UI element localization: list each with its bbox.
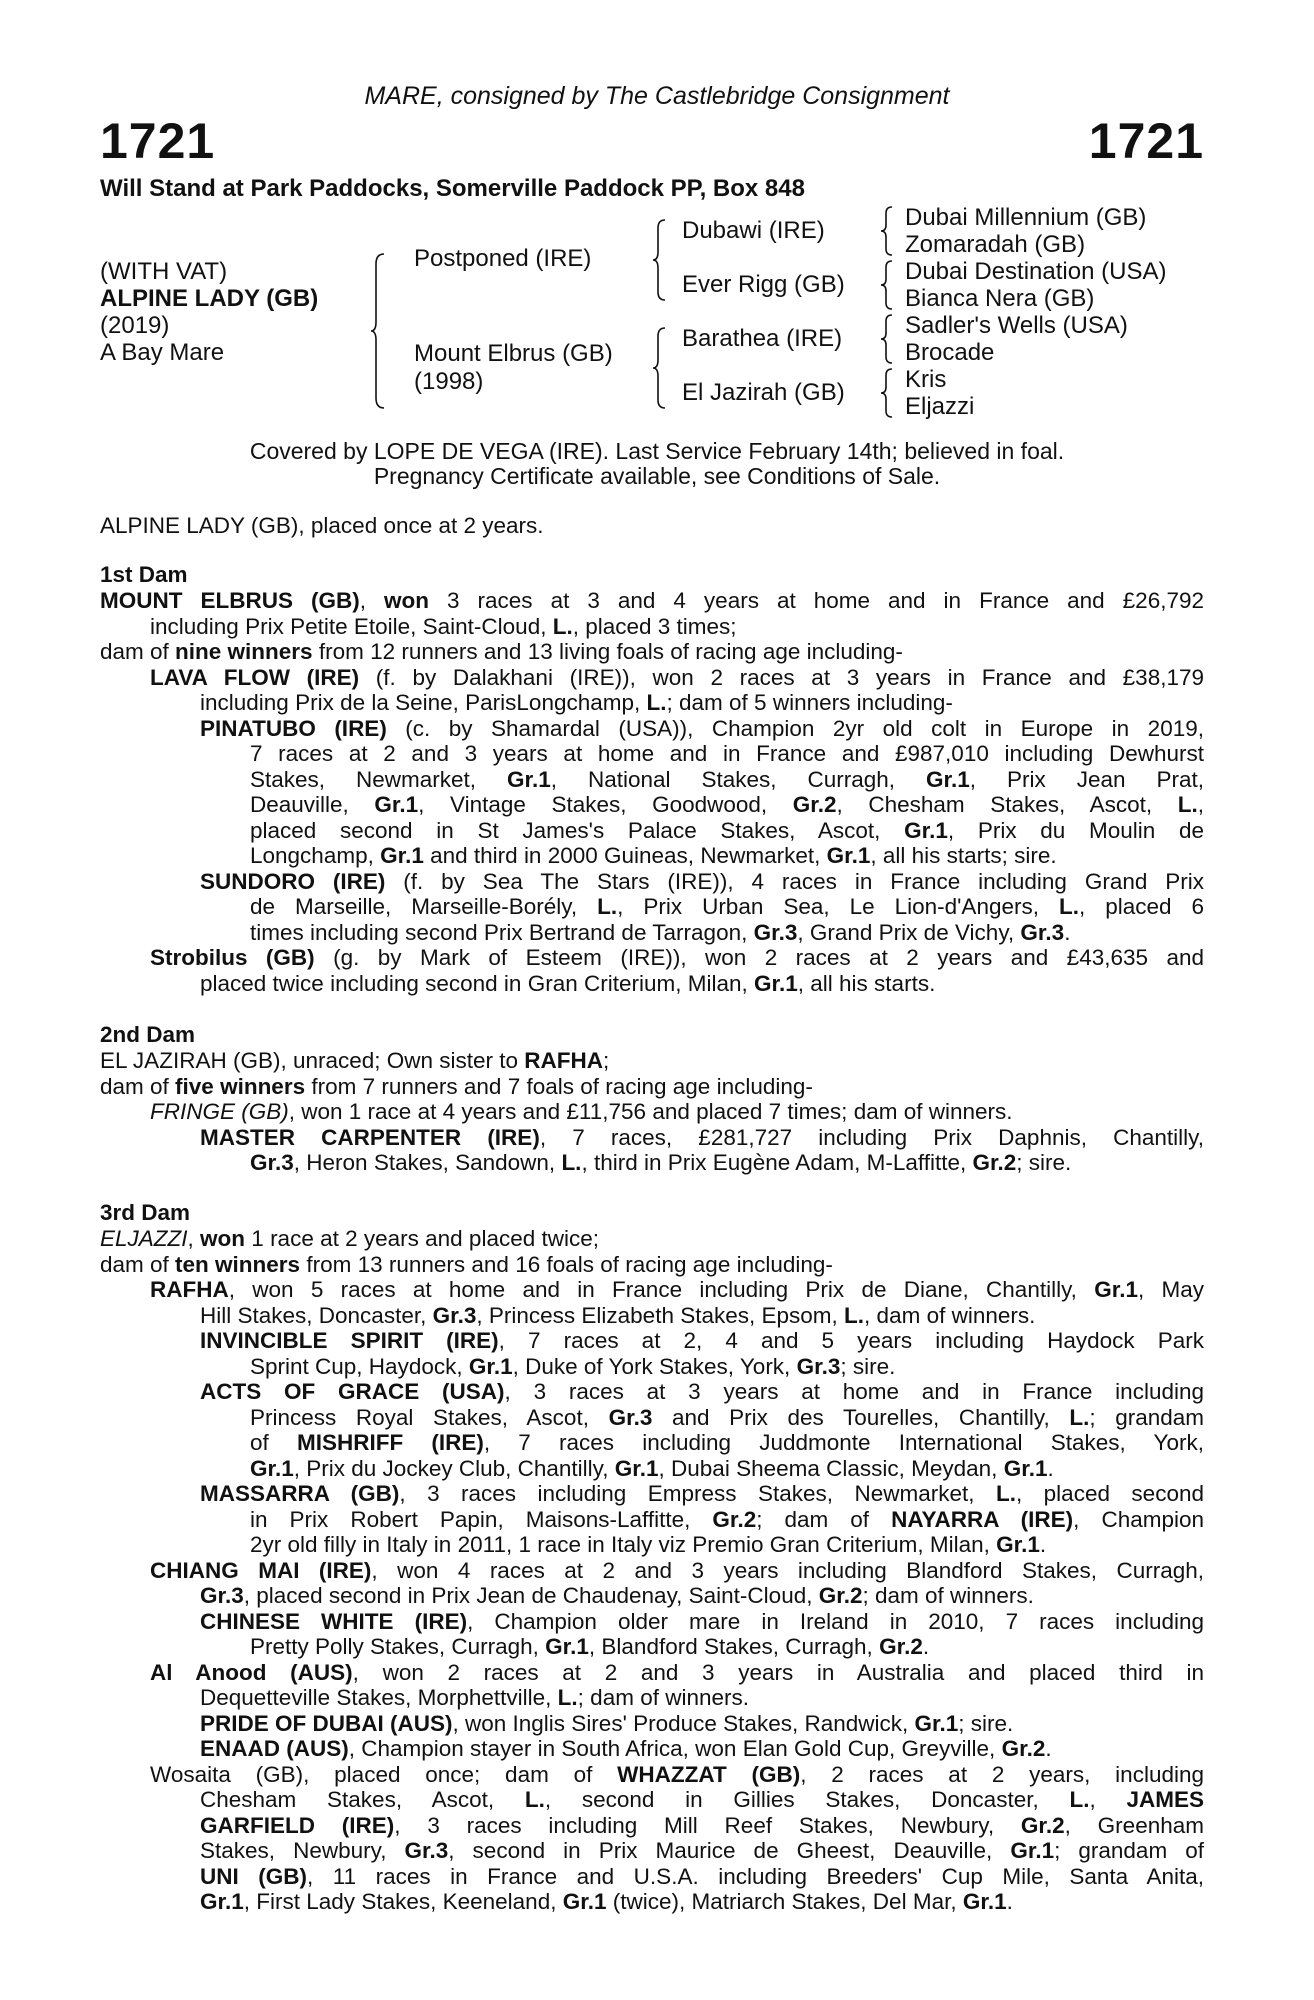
pinatubo-entry: PINATUBO (IRE) (c. by Shamardal (USA)), Champion 2yr old colt in Europe in 2019, [200,715,1204,741]
chiang-mai-entry: CHIANG MAI (IRE), won 4 races at 2 and 3 years including Blandford Stakes, Curragh, [150,1557,1204,1583]
dam-year: (1998) [414,368,484,395]
al-anood-entry: Al Anood (AUS), won 2 races at 2 and 3 years in Australia and placed third in [150,1659,1204,1685]
first-dam-line: MOUNT ELBRUS (GB), won 3 races at 3 and 4 years at home and in France and £26,792 [100,588,1204,613]
pregnancy-line: Pregnancy Certificate available, see Conditions of Sale. [373,463,941,489]
lava-flow-entry: LAVA FLOW (IRE) (f. by Dalakhani (IRE)), won 2 races at 3 years in France and £38,179 [150,664,1205,690]
third-dam-section: ELJAZZI, won 1 race at 2 years and placed twice; dam of ten winners from 13 runners and 16 foals of racing age including- RAFHA, won 5 races at home and in France including Prix de Diane, Chantilly, Gr.1, May Hill Stakes, Doncaster, Gr.3, Princess Elizabeth Stakes, Epsom, L., dam of winners. INVINCIBLE SPIRIT (IRE), 7 races at 2, 4 and 5 years including Haydock Park Sprint Cup, Haydock, Gr.1, Duke of York Stakes, York, Gr.3; sire. ACTS OF GRACE (USA), 3 races at 3 years at home and in France including Princess Royal Stakes, Ascot, Gr.3 and Prix des Tourelles, Chantilly, L.; grandam of MISHRIFF (IRE), 7 races including Juddmonte International Stakes, York, Gr.1, Prix du Jockey Club, Chantilly, Gr.1, Dubai Sheema Classic, Meydan, Gr.1. MASSARRA (GB), 3 races including Empress Stakes, Newmarket, L., placed second in Prix Robert Papin, Maisons-Laffitte, Gr.2; dam of NAYARRA (IRE), Champion 2yr old filly in Italy in 2011, 1 race in Italy viz Premio Gran Criterium, Milan, Gr.1. CHIANG MAI (IRE), won 4 races at 2 and 3 years including Blandford Stakes, Curragh, Gr.3, placed second in Prix Jean de Chaudenay, Saint-Cloud, Gr.2; dam of winners. CHINESE WHITE (IRE), Champion older mare in Ireland in 2010, 7 races including Pretty Polly Stakes, Curragh, Gr.1, Blandford Stakes, Curragh, Gr.2. Al Anood (AUS), won 2 races at 2 and 3 years in Australia and placed third in Dequetteville Stakes, Morphettville, L.; dam of winners. PRIDE OF DUBAI (AUS), won Inglis Sires' Produce Stakes, Randwick, Gr.1; sire. ENAAD (AUS), Champion stayer in South Africa, won Elan Gold Cup, Greyville, Gr.2. Wosaita (GB), placed once; dam of WHAZZAT (GB), 2 races at 2 years, including Chesham Stakes, Ascot, L., second in Gillies Stakes, Doncaster, L., JAMES GARFIELD (IRE), 3 races including Mill Reef Stakes, Newbury, Gr.2, Greenham Stakes, Newbury, Gr.3, second in Prix Maurice de Gheest, Deauville, Gr.1; grandam of UNI (GB), 11 races in France and U.S.A. including Breeders' Cup Mile, Santa Anita, Gr.1, First Lady Stakes, Keeneland, Gr.1 (twice), Matriarch Stakes, Del Mar, Gr.1. [100,1226,1205,1914]
wosaita-entry: Wosaita (GB), placed once; dam of WHAZZAT (GB), 2 races at 2 years, including [150,1761,1204,1787]
massarra-entry: MASSARRA (GB), 3 races including Empress Stakes, Newmarket, L., placed second [200,1481,1204,1506]
horse-year: (2019) [100,312,170,339]
gg-ssd: Zomaradah (GB) [905,231,1086,258]
dam-dam: El Jazirah (GB) [682,379,845,406]
heading-3rd-dam: 3rd Dam [100,1200,191,1225]
lot-number-right: 1721 [1088,113,1204,169]
brace-g2 [880,259,896,311]
heading-2nd-dam: 2nd Dam [100,1022,196,1047]
stand-location: Will Stand at Park Paddocks, Somerville Paddock PP, Box 848 [100,175,805,202]
lot-number-left: 1721 [100,113,216,169]
sire-dam: Ever Rigg (GB) [682,271,845,298]
sire-sire: Dubawi (IRE) [682,217,825,244]
first-dam-section: MOUNT ELBRUS (GB), won 3 races at 3 and 4 years at home and in France and £26,792 including Prix Petite Etoile, Saint-Cloud, L., placed 3 times; dam of nine winners from 12 runners and 13 living foals of racing age including- LAVA FLOW (IRE) (f. by Dalakhani (IRE)), won 2 races at 3 years in France and £38,179 including Prix de la Seine, ParisLongchamp, L.; dam of 5 winners including- PINATUBO (IRE) (c. by Shamardal (USA)), Champion 2yr old colt in Europe in 2019, 7 races at 2 and 3 years at home and in France and £987,010 including Dewhurst Stakes, Newmarket, Gr.1, National Stakes, Curragh, Gr.1, Prix Jean Prat, Deauville, Gr.1, Vintage Stakes, Goodwood, Gr.2, Chesham Stakes, Ascot, L., placed second in St James's Palace Stakes, Ascot, Gr.1, Prix du Moulin de Longchamp, Gr.1 and third in 2000 Guineas, Newmarket, Gr.1, all his starts; sire. SUNDORO (IRE) (f. by Sea The Stars (IRE)), 4 races in France including Grand Prix de Marseille, Marseille-Borély, L., Prix Urban Sea, Le Lion-d'Angers, L., placed 6 times including second Prix Bertrand de Tarragon, Gr.3, Grand Prix de Vichy, Gr.3. Strobilus (GB) (g. by Mark of Esteem (IRE)), won 2 races at 2 years and £43,635 and placed twice including second in Gran Criterium, Milan, Gr.1, all his starts. [100,588,1205,996]
invincible-spirit-entry: INVINCIBLE SPIRIT (IRE), 7 races at 2, 4 and 5 years including Haydock Park [200,1328,1205,1353]
brace-g4 [880,367,896,419]
summary: ALPINE LADY (GB), placed once at 2 years. [100,513,544,538]
vat-note: (WITH VAT) [100,258,228,285]
heading-1st-dam: 1st Dam [100,562,188,587]
brace-sire-dam [370,252,390,410]
second-dam-section: EL JAZIRAH (GB), unraced; Own sister to RAFHA; dam of five winners from 7 runners and 7 foals of racing age including- FRINGE (GB), won 1 race at 4 years and £11,756 and placed 7 times; dam of winners. MASTER CARPENTER (IRE), 7 races, £281,727 including Prix Daphnis, Chantilly, Gr.3, Heron Stakes, Sandown, L., third in Prix Eugène Adam, M-Laffitte, Gr.2; sire. [100,1048,1204,1175]
brace-sire-line [652,218,670,302]
master-carpenter-entry: MASTER CARPENTER (IRE), 7 races, £281,727 including Prix Daphnis, Chantilly, [200,1124,1204,1150]
chinese-white-entry: CHINESE WHITE (IRE), Champion older mare in Ireland in 2010, 7 races including [200,1608,1204,1634]
gg-dss: Sadler's Wells (USA) [905,312,1128,339]
gg-dsd: Brocade [905,339,995,366]
pride-of-dubai-entry: PRIDE OF DUBAI (AUS), won Inglis Sires' Produce Stakes, Randwick, Gr.1; sire. [200,1710,1014,1736]
fringe-entry: FRINGE (GB), won 1 race at 4 years and £11,756 and placed 7 times; dam of winners. [150,1099,1013,1124]
dam: Mount Elbrus (GB) [414,340,613,367]
brace-dam-line [652,326,670,410]
rafha-entry: RAFHA, won 5 races at home and in France including Prix de Diane, Chantilly, Gr.1, May [150,1277,1204,1302]
sundoro-entry: SUNDORO (IRE) (f. by Sea The Stars (IRE)), 4 races in France including Grand Prix [200,868,1205,894]
sire: Postponed (IRE) [414,245,592,272]
strobilus-entry: Strobilus (GB) (g. by Mark of Esteem (IRE)), won 2 races at 2 years and £43,635 and [150,945,1204,970]
gg-sss: Dubai Millennium (GB) [905,204,1147,231]
gg-dds: Kris [905,366,947,393]
dam-sire: Barathea (IRE) [682,325,843,352]
enaad-entry: ENAAD (AUS), Champion stayer in South Africa, won Elan Gold Cup, Greyville, Gr.2. [200,1736,1052,1761]
gg-sds: Dubai Destination (USA) [905,258,1167,285]
gg-sdd: Bianca Nera (GB) [905,285,1095,312]
brace-g1 [880,205,896,257]
horse-name: ALPINE LADY (GB) [100,285,319,312]
brace-g3 [880,313,896,365]
acts-of-grace-entry: ACTS OF GRACE (USA), 3 races at 3 years at home and in France including [200,1379,1204,1404]
covered-line: Covered by LOPE DE VEGA (IRE). Last Service February 14th; believed in foal. [249,438,1065,464]
consignment-line: MARE, consigned by The Castlebridge Consignment [364,82,950,110]
gg-ddd: Eljazzi [905,393,975,420]
horse-description: A Bay Mare [100,339,225,366]
